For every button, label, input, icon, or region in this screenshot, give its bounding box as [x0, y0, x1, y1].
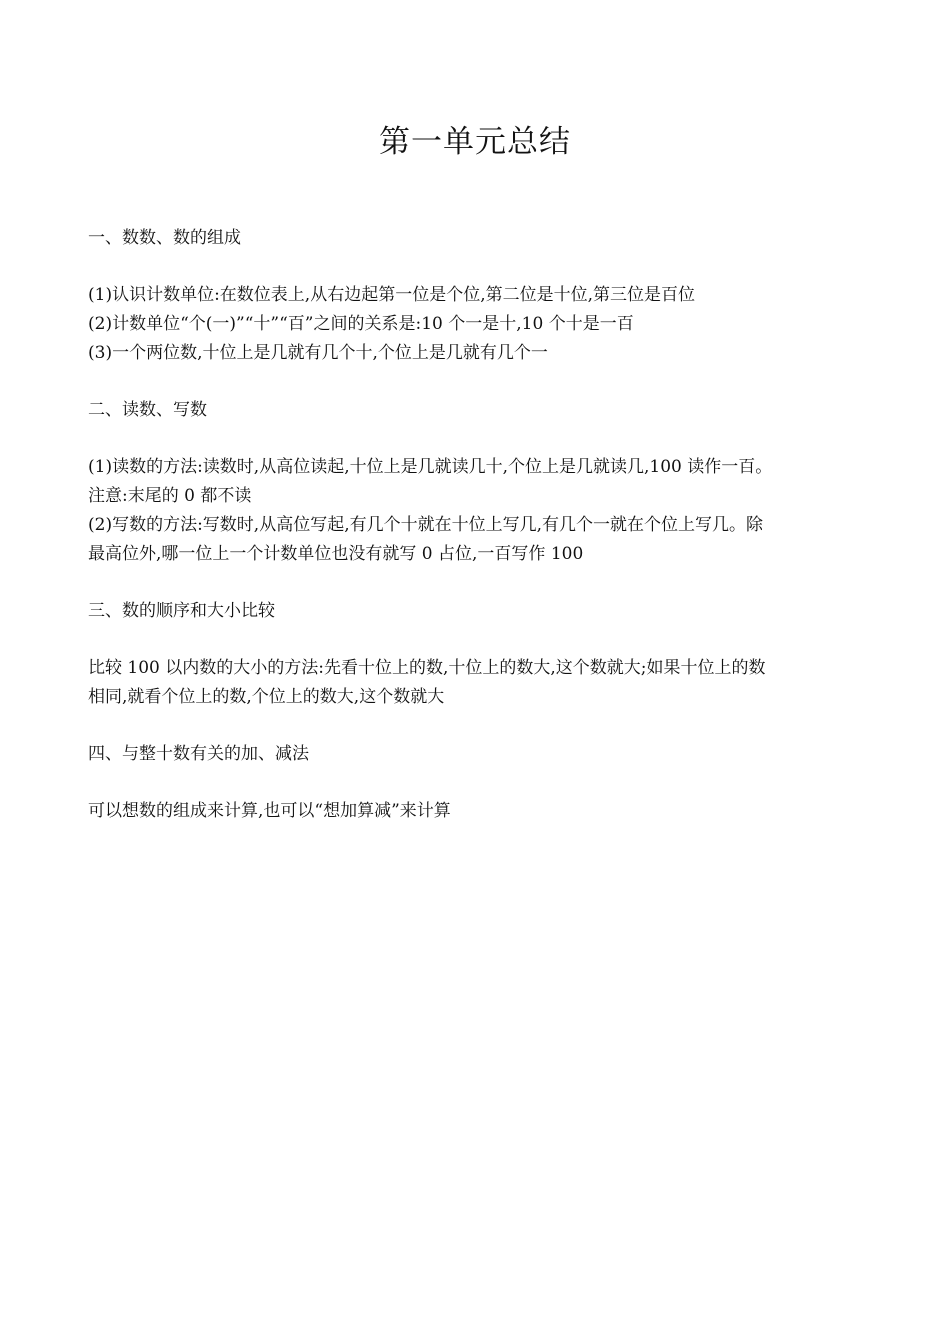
paragraph-line: 注意:末尾的 0 都不读 — [88, 486, 252, 506]
section-2 — [88, 396, 868, 569]
paragraph-line: (1)读数的方法:读数时,从高位读起,十位上是几就读几十,个位上是几就读几,100 读作一百。 — [88, 457, 773, 477]
section-heading: 四、与整十数有关的加、减法 — [88, 744, 309, 764]
section-heading: 二、读数、写数 — [88, 400, 207, 420]
spacer — [88, 425, 868, 453]
section-4 — [88, 740, 868, 826]
paragraph-line: 相同,就看个位上的数,个位上的数大,这个数就大 — [88, 687, 445, 707]
paragraph-line: (1)认识计数单位:在数位表上,从右边起第一位是个位,第二位是十位,第三位是百位 — [88, 285, 696, 305]
paragraph-line: (2)计数单位“个(一)”“十”“百”之间的关系是:10 个一是十,10 个十是一百 — [88, 314, 634, 334]
section-3 — [88, 597, 868, 712]
spacer — [88, 712, 868, 740]
paragraph-line: 可以想数的组成来计算,也可以“想加算减”来计算 — [88, 801, 451, 821]
spacer — [88, 626, 868, 654]
section-heading: 一、数数、数的组成 — [88, 228, 241, 248]
paragraph-line: 最高位外,哪一位上一个计数单位也没有就写 0 占位,一百写作 100 — [88, 544, 584, 564]
spacer — [88, 253, 868, 281]
document-title: 第一单元总结 — [379, 124, 571, 160]
section-heading: 三、数的顺序和大小比较 — [88, 601, 275, 621]
paragraph-line: (2)写数的方法:写数时,从高位写起,有几个十就在十位上写几,有几个一就在个位上写几。除 — [88, 515, 764, 535]
paragraph-line: (3)一个两位数,十位上是几就有几个十,个位上是几就有几个一 — [88, 343, 548, 363]
section-1 — [88, 224, 868, 368]
spacer — [88, 368, 868, 396]
spacer — [88, 769, 868, 797]
document-body — [88, 224, 868, 826]
paragraph-line: 比较 100 以内数的大小的方法:先看十位上的数,十位上的数大,这个数就大;如果十位上的数 — [88, 658, 766, 678]
spacer — [88, 569, 868, 597]
